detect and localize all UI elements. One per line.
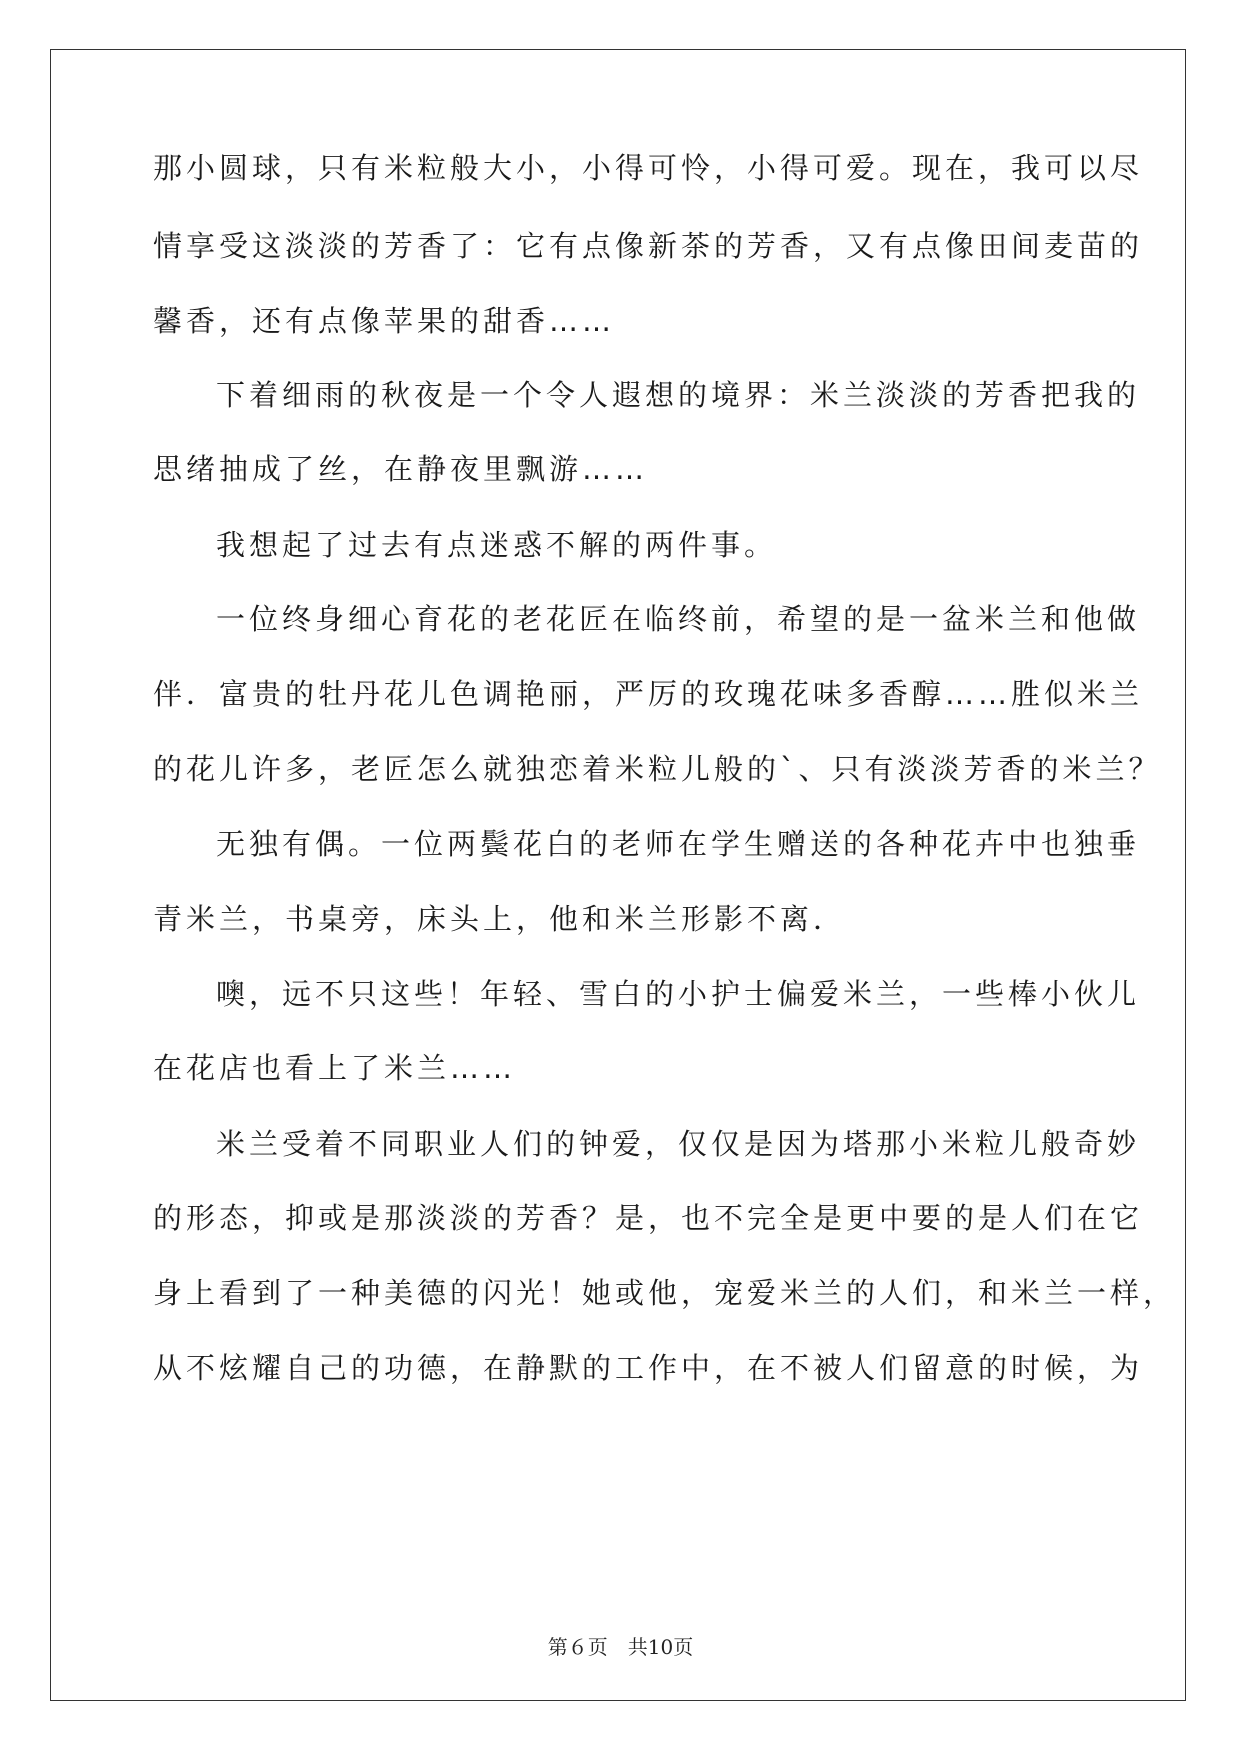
body-line-14: 米兰受着不同职业人们的钟爱，仅仅是因为塔那小米粒儿般奇妙 bbox=[216, 1127, 1141, 1161]
body-line-1: 那小圆球，只有米粒般大小，小得可怜，小得可爱。现在，我可以尽 bbox=[153, 151, 1144, 185]
page-number: 第６页 共10页 bbox=[547, 1635, 694, 1659]
body-line-16: 身上看到了一种美德的闪光！她或他，宠爱米兰的人们，和米兰一样， bbox=[153, 1276, 1177, 1310]
body-line-8: 伴．富贵的牡丹花儿色调艳丽，严厉的玫瑰花味多香醇……胜似米兰 bbox=[153, 677, 1144, 711]
body-line-9: 的花儿许多，老匠怎么就独恋着米粒儿般的`、只有淡淡芳香的米兰？ bbox=[153, 752, 1162, 786]
body-line-7: 一位终身细心育花的老花匠在临终前，希望的是一盆米兰和他做 bbox=[216, 602, 1141, 636]
body-line-4: 下着细雨的秋夜是一个令人遐想的境界：米兰淡淡的芳香把我的 bbox=[216, 378, 1141, 412]
body-line-12: 噢，远不只这些！年轻、雪白的小护士偏爱米兰，一些棒小伙儿 bbox=[216, 977, 1141, 1011]
body-line-13: 在花店也看上了米兰…… bbox=[153, 1051, 517, 1085]
body-line-17: 从不炫耀自己的功德，在静默的工作中，在不被人们留意的时候，为 bbox=[153, 1351, 1144, 1385]
body-line-11: 青米兰，书桌旁，床头上，他和米兰形影不离． bbox=[153, 902, 847, 936]
body-line-15: 的形态，抑或是那淡淡的芳香？是，也不完全是更中要的是人们在它 bbox=[153, 1201, 1144, 1235]
body-line-10: 无独有偶。一位两鬓花白的老师在学生赠送的各种花卉中也独垂 bbox=[216, 827, 1141, 861]
body-line-6: 我想起了过去有点迷惑不解的两件事。 bbox=[216, 528, 778, 562]
body-line-5: 思绪抽成了丝，在静夜里飘游…… bbox=[153, 452, 649, 486]
page-border bbox=[50, 49, 1186, 1701]
body-line-2: 情享受这淡淡的芳香了：它有点像新茶的芳香，又有点像田间麦苗的 bbox=[153, 229, 1144, 263]
body-line-3: 馨香，还有点像苹果的甜香…… bbox=[153, 304, 616, 338]
